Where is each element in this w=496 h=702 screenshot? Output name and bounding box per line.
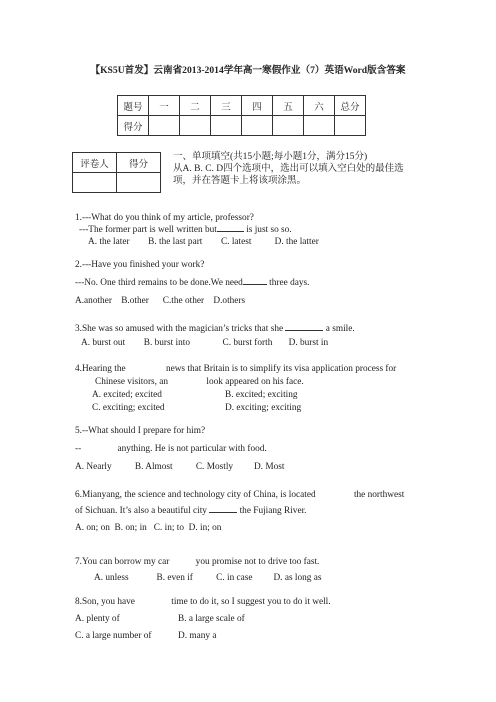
grader-cell[interactable] <box>73 173 117 193</box>
question-stem <box>75 556 319 568</box>
score-cell[interactable] <box>211 116 242 136</box>
score-table <box>117 95 366 136</box>
score-table-row-label: 得分 <box>118 116 149 136</box>
answer-blank <box>285 330 323 331</box>
score-cell[interactable] <box>335 116 366 136</box>
option-item: B. excited; exciting <box>225 390 298 400</box>
question-text: 6.Mianyang, the science and technology city of China, is located <box>75 490 316 500</box>
question-text: the northwest <box>353 490 405 500</box>
question-text: news that Britain is to simplify its visa application process for <box>165 364 397 374</box>
question-stem: 5.--What should I prepare for him? <box>75 426 206 436</box>
question-stem: 1.---What do you think of my article, professor? <box>75 213 254 223</box>
score-cell[interactable] <box>273 116 304 136</box>
section-instruction-line: 项，并在答题卡上将该项涂黑。 <box>173 176 307 186</box>
question-text: the Fujiang River. <box>239 506 307 516</box>
option-item: B. a large scale of <box>178 614 245 624</box>
option-item: A. excited; excited <box>92 390 162 400</box>
question-options: A. the later B. the last part C. latest D. the latter <box>88 237 319 247</box>
question-text: a smile. <box>325 324 355 334</box>
option-item: C. a large number of <box>75 631 152 641</box>
question-options: A. on; on B. on; in C. in; to D. in; on <box>75 523 222 533</box>
page-title: 【KS5U首发】云南省2013-2014学年高一寒假作业（7）英语Word版含答案 <box>90 65 406 76</box>
question-text: look appeared on his face. <box>206 377 304 387</box>
score-cell[interactable] <box>304 116 335 136</box>
score-table-header-cell: 五 <box>273 96 304 116</box>
score-table-header-cell: 三 <box>211 96 242 116</box>
question-stem <box>75 489 404 501</box>
question-stem <box>75 277 309 289</box>
score-table-score-row <box>118 116 366 136</box>
question-text: time to do it, so I suggest you to do it well. <box>171 597 331 607</box>
section-title: 一、单项填空(共15小题;每小题1分，满分15分) <box>173 152 368 162</box>
score-cell[interactable] <box>149 116 180 136</box>
score-table-header-cell: 四 <box>242 96 273 116</box>
grader-score-label: 得分 <box>117 153 161 173</box>
score-table-header-cell: 总分 <box>335 96 366 116</box>
answer-blank <box>243 284 267 285</box>
question-text: 7.You can borrow my car <box>75 557 170 567</box>
question-options: A. unless B. even if C. in case D. as long as <box>94 573 322 583</box>
section-instruction-line: 从A. B. C. D四个选项中，选出可以填入空白处的最佳选 <box>173 164 404 174</box>
grader-table-input-row <box>73 173 161 193</box>
option-item: C. exciting; excited <box>92 403 165 413</box>
option-item: D. many a <box>178 631 217 641</box>
question-stem <box>75 443 267 455</box>
score-table-header-cell: 一 <box>149 96 180 116</box>
answer-blank <box>217 231 244 232</box>
question-options: A. burst out B. burst into C. burst forth D. burst in <box>81 338 329 348</box>
question-stem <box>75 323 355 335</box>
grader-table <box>72 152 161 193</box>
question-text: 8.Son, you have <box>75 597 135 607</box>
question-text: 4.Hearing the <box>75 364 126 374</box>
option-item: D. exciting; exciting <box>225 403 302 413</box>
question-text: 3.She was so amused with the magician’s tricks that she <box>75 324 284 334</box>
section-heading <box>173 151 404 187</box>
question-text: three days. <box>269 278 310 288</box>
question-text: Chinese visitors, an <box>95 377 169 387</box>
question-stem <box>95 376 304 388</box>
question-stem <box>79 224 292 236</box>
question-text: anything. He is not particular with food. <box>117 444 267 454</box>
score-cell[interactable] <box>242 116 273 136</box>
question-text: ---No. One third remains to be done.We need <box>75 278 243 288</box>
question-stem <box>75 505 306 517</box>
grader-label: 评卷人 <box>73 153 117 173</box>
grader-table-header-row <box>73 153 161 173</box>
question-stem <box>75 596 331 608</box>
question-text: -- <box>75 444 82 454</box>
grader-score-cell[interactable] <box>117 173 161 193</box>
score-table-header-cell: 六 <box>304 96 335 116</box>
score-table-header-row <box>118 96 366 116</box>
question-text: of Sichuan. It’s also a beautiful city <box>75 506 207 516</box>
question-text: is just so so. <box>246 225 292 235</box>
answer-blank <box>209 512 237 513</box>
question-stem <box>75 363 396 375</box>
question-options: A.another B.other C.the other D.others <box>75 296 246 306</box>
question-text: you promise not to drive too fast. <box>195 557 320 567</box>
score-table-header-cell: 二 <box>180 96 211 116</box>
question-text: ---The former part is well written but <box>79 225 217 235</box>
question-options: A. Nearly B. Almost C. Mostly D. Most <box>75 462 285 472</box>
option-item: A. plenty of <box>75 614 120 624</box>
question-stem: 2.---Have you finished your work? <box>75 260 205 270</box>
score-table-header-cell: 题号 <box>118 96 149 116</box>
score-cell[interactable] <box>180 116 211 136</box>
